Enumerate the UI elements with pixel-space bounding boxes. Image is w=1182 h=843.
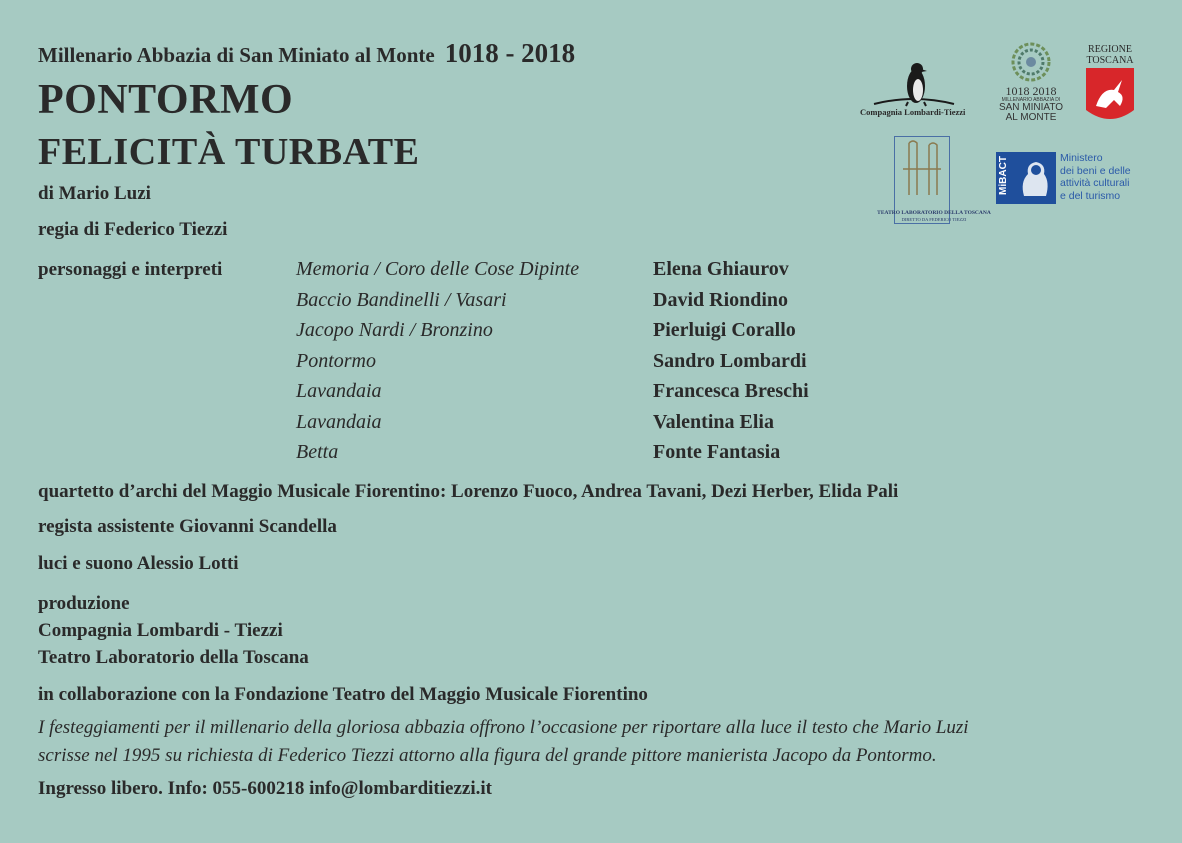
compagnia-logo — [854, 58, 974, 118]
description-line-1: I festeggiamenti per il millenario della gloriosa abbazia offrono l’occasione per riportare alla luce il testo che Mario Luzi — [38, 717, 969, 738]
cast-label: personaggi e interpreti — [38, 259, 223, 280]
actor: Francesca Breschi — [653, 380, 809, 402]
millenario-years: 1018 2018 — [1005, 84, 1057, 98]
sponsor-logos — [850, 40, 1150, 240]
bust-icon — [1010, 156, 1054, 200]
ministero-line-2: dei beni e delle — [1060, 164, 1131, 177]
event-name: Millenario Abbazia di San Miniato al Monte — [38, 43, 435, 67]
role: Lavandaia — [296, 410, 382, 433]
ministero-line-3: attività culturali — [1060, 177, 1130, 189]
ministero-line-4: e del turismo — [1060, 189, 1121, 202]
actor: Fonte Fantasia — [653, 441, 781, 463]
ministero-line-1: Ministero — [1060, 152, 1103, 164]
role: Memoria / Coro delle Cose Dipinte — [296, 258, 580, 280]
production-label: produzione — [38, 593, 130, 614]
event-years: 1018 - 2018 — [444, 38, 576, 68]
actor: David Riondino — [653, 288, 789, 311]
collaboration-line: in collaborazione con la Fondazione Teatro del Maggio Musicale Fiorentino — [38, 684, 648, 705]
footer-info: Ingresso libero. Info: 055-600218 info@lombarditiezzi.it — [38, 778, 492, 799]
teatro-text-2: DIRETTO DA FEDERICO TIEZZI — [901, 217, 967, 222]
description-line-2: scrisse nel 1995 su richiesta di Federico Tiezzi attorno alla figura del grande pittore manierista Jacopo da Pontormo. — [38, 745, 937, 766]
penguin-icon — [854, 58, 974, 112]
teatro-logo — [864, 136, 991, 228]
regione-logo — [1082, 44, 1138, 136]
regione-text-1: REGIONE — [1088, 44, 1132, 55]
role: Lavandaia — [296, 380, 382, 402]
quartet-line: quartetto d’archi del Maggio Musicale Fiorentino: Lorenzo Fuoco, Andrea Tavani, Dezi Herber, Elida Pali — [38, 481, 899, 502]
millenario-small-text: MILLENARIO ABBAZIA DI — [1001, 97, 1061, 103]
figures-icon — [895, 137, 949, 201]
actor: Elena Ghiaurov — [653, 258, 789, 280]
lights-line: luci e suono Alessio Lotti — [38, 553, 239, 574]
actor: Valentina Elia — [653, 410, 774, 433]
rosette-icon — [1010, 42, 1052, 82]
author-line: di Mario Luzi — [38, 183, 151, 204]
show-subtitle: FELICITÀ TURBATE — [38, 131, 420, 173]
pegasus-shield-icon — [1084, 66, 1136, 128]
regione-text-2: TOSCANA — [1086, 55, 1134, 66]
mibact-text: MiBACT — [997, 156, 1009, 195]
ministero-text — [1060, 152, 1131, 202]
role: Betta — [296, 441, 339, 463]
millenario-place-2: AL MONTE — [1005, 112, 1057, 123]
assistant-line: regista assistente Giovanni Scandella — [38, 516, 337, 537]
mibact-logo — [996, 152, 1150, 212]
millenario-place-1: SAN MINIATO — [998, 102, 1064, 113]
millenario-logo — [988, 42, 1074, 134]
teatro-text-1: TEATRO LABORATORIO DELLA TOSCANA — [877, 210, 991, 216]
production-company-2: Teatro Laboratorio della Toscana — [38, 647, 309, 668]
compagnia-logo-text: Compagnia Lombardi-Tiezzi — [860, 107, 966, 117]
director-line: regia di Federico Tiezzi — [38, 219, 228, 240]
event-header — [38, 38, 575, 69]
role: Pontormo — [296, 349, 376, 372]
production-company-1: Compagnia Lombardi - Tiezzi — [38, 620, 283, 641]
role: Baccio Bandinelli / Vasari — [296, 288, 507, 311]
mibact-box — [996, 152, 1056, 204]
role: Jacopo Nardi / Bronzino — [296, 319, 493, 341]
actor: Pierluigi Corallo — [653, 319, 796, 341]
show-title: PONTORMO — [38, 77, 294, 123]
actor: Sandro Lombardi — [653, 349, 807, 372]
